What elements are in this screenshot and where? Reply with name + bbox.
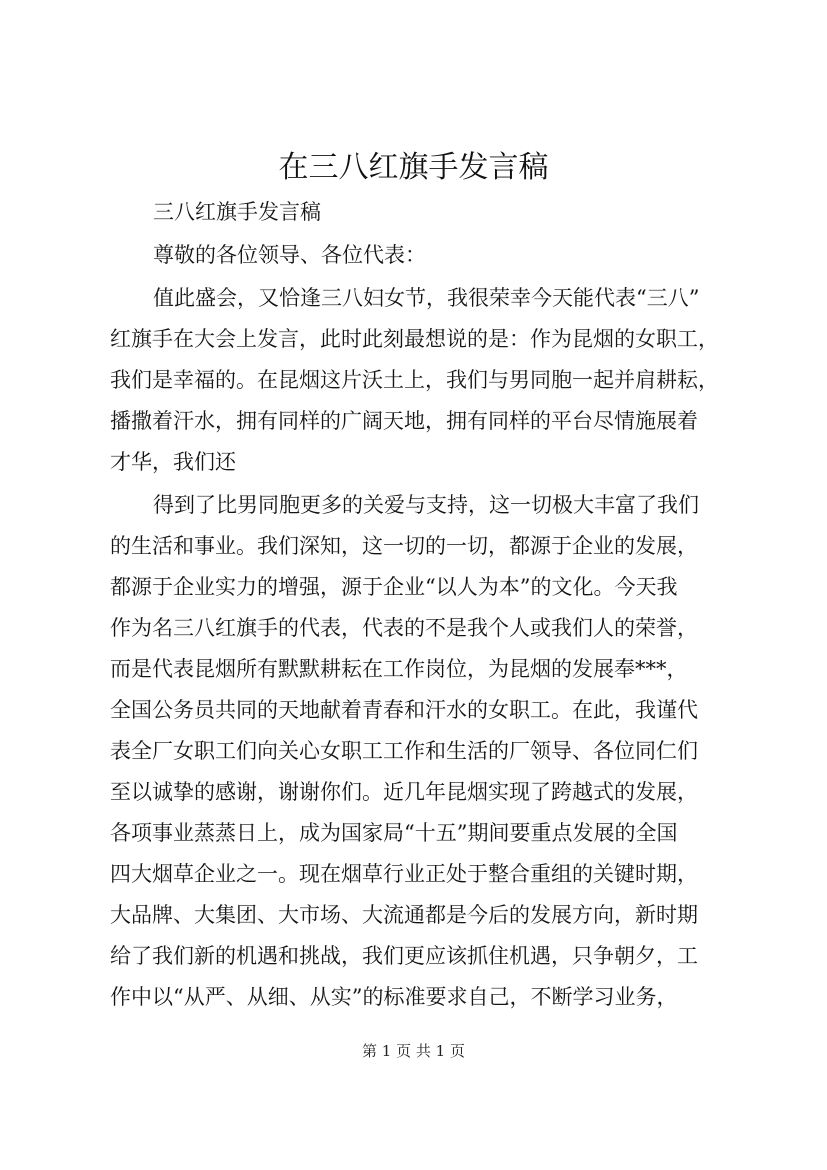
- paragraph-1-line: 才华，我们还: [110, 450, 236, 474]
- document-title: 在三八红旗手发言稿: [278, 150, 549, 185]
- paragraph-2-line: 得到了比男同胞更多的关爱与支持，这一切极大丰富了我们: [153, 493, 699, 517]
- document-subtitle: 三八红旗手发言稿: [153, 200, 321, 224]
- paragraph-1-line: 我们是幸福的。在昆烟这片沃土上，我们与男同胞一起并肩耕耘，: [110, 368, 719, 392]
- paragraph-2-line: 大品牌、大集团、大市场、大流通都是今后的发展方向，新时期: [110, 903, 698, 927]
- paragraph-2-line: 全国公务员共同的天地献着青春和汗水的女职工。在此，我谨代: [110, 698, 698, 722]
- paragraph-2-line: 都源于企业实力的增强，源于企业“以人为本”的文化。今天我: [110, 575, 678, 599]
- paragraph-2-line: 各项事业蒸蒸日上，成为国家局“十五”期间要重点发展的全国: [110, 821, 678, 845]
- paragraph-2-line: 的生活和事业。我们深知，这一切的一切，都源于企业的发展，: [110, 534, 698, 558]
- paragraph-1-line: 值此盛会，又恰逢三八妇女节，我很荣幸今天能代表“三八”: [153, 286, 700, 310]
- paragraph-1-line: 红旗手在大会上发言，此时此刻最想说的是：作为昆烟的女职工，: [110, 327, 719, 351]
- paragraph-2-line: 作中以“从严、从细、从实”的标准要求自己，不断学习业务，: [110, 985, 678, 1009]
- paragraph-2-line: 至以诚挚的感谢，谢谢你们。近几年昆烟实现了跨越式的发展，: [110, 780, 698, 804]
- greeting-line: 尊敬的各位领导、各位代表：: [153, 243, 426, 267]
- paragraph-2-line: 表全厂女职工们向关心女职工工作和生活的厂领导、各位同仁们: [110, 739, 698, 763]
- page-footer: 第 1 页 共 1 页: [362, 1042, 465, 1060]
- paragraph-2-line: 四大烟草企业之一。现在烟草行业正处于整合重组的关键时期，: [110, 862, 698, 886]
- paragraph-2-line: 作为名三八红旗手的代表，代表的不是我个人或我们人的荣誉，: [110, 616, 698, 640]
- paragraph-1-line: 播撒着汗水，拥有同样的广阔天地，拥有同样的平台尽情施展着: [110, 409, 698, 433]
- paragraph-2-line: 而是代表昆烟所有默默耕耘在工作岗位，为昆烟的发展奉***，: [110, 657, 688, 681]
- paragraph-2-line: 给了我们新的机遇和挑战，我们更应该抓住机遇，只争朝夕，工: [110, 944, 698, 968]
